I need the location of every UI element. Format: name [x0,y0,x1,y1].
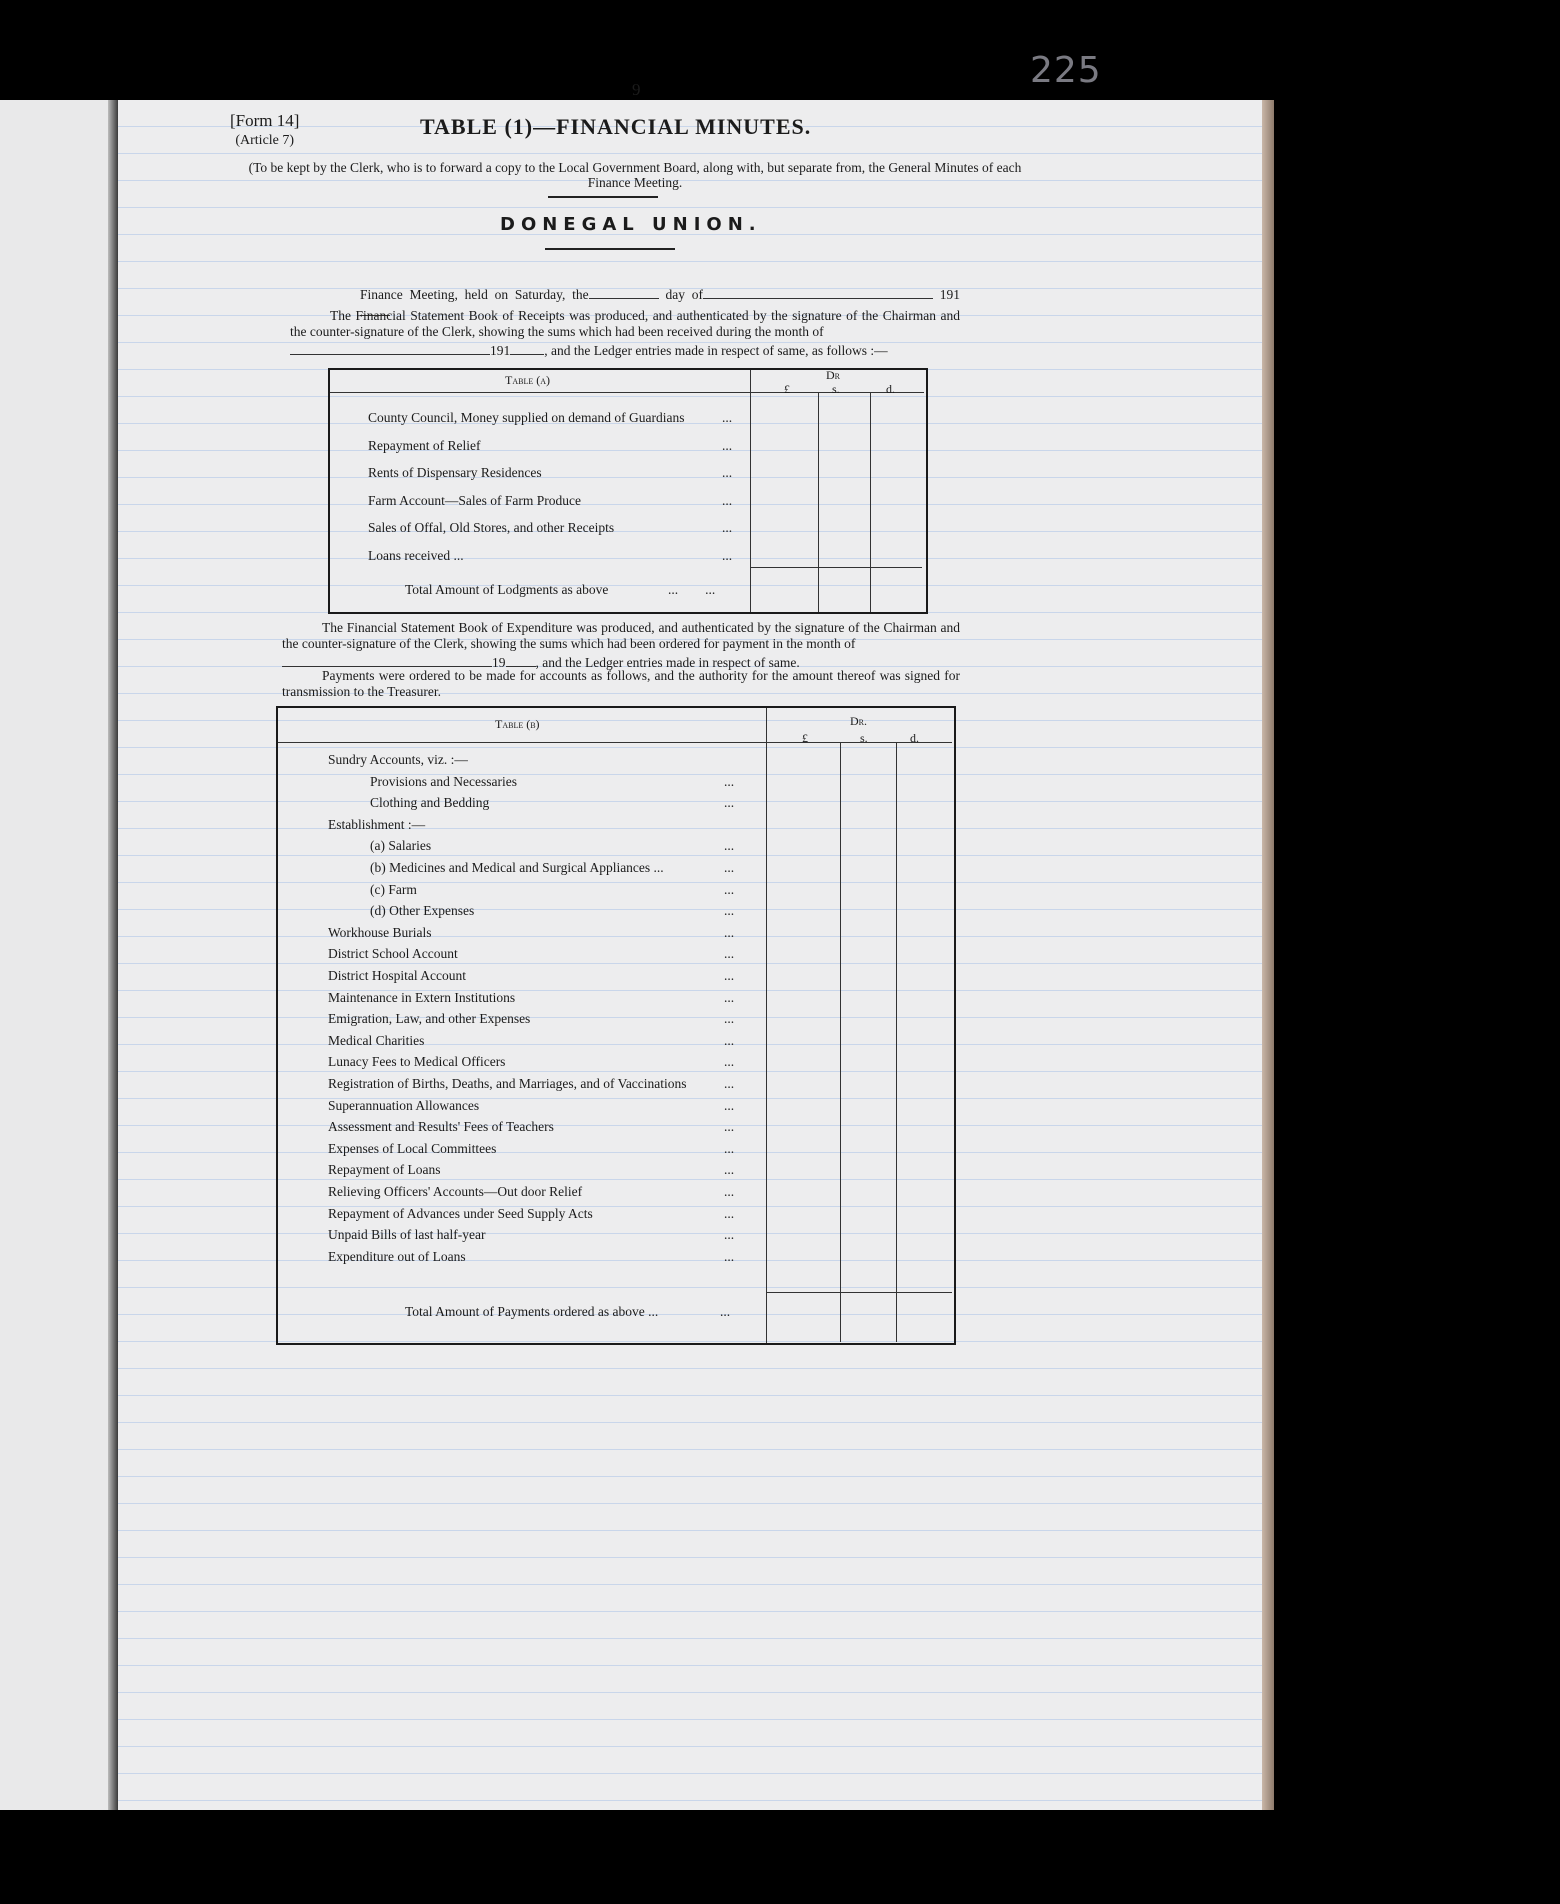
receipts-paragraph-end [290,342,960,359]
table-b-row-dots: ... [724,946,735,962]
table-b-col-line [840,742,841,1342]
table-b-row-dots: ... [724,1032,735,1048]
table-a-col-pence: d. [886,382,895,396]
page-number: 9 [632,80,641,99]
table-b-row-dots: ... [724,903,735,919]
table-b-row-dots: ... [724,1011,735,1027]
left-page-margin [0,100,112,1810]
expenditure-end-text: , and the Ledger entries made in respect of same. [535,655,800,670]
receipts-year: 191 [490,343,511,358]
table-b-col-pounds: £ [802,731,808,745]
table-b-col-shillings: s. [860,731,868,745]
table-b-row: Repayment of Advances under Seed Supply Acts [328,1205,593,1221]
table-a-total: Total Amount of Lodgments as above [405,582,609,597]
table-b-row-dots: ... [724,881,735,897]
table-b-row-dots: ... [724,795,735,811]
table-a-title: Table (a) [505,373,550,387]
table-a-row: Sales of Offal, Old Stores, and other Receipts [368,520,615,535]
table-a-divider [750,370,751,612]
table-a-row-dots: ... [722,547,733,563]
table-a [328,368,928,614]
table-b-total-dots: ... [720,1304,731,1319]
receipts-end-text: , and the Ledger entries made in respect of same, as follows :— [544,343,888,358]
divider [545,248,675,250]
form-label [230,112,299,150]
table-b-row: District School Account [328,946,458,962]
table-b-title: Table (b) [495,717,540,731]
table-a-row: Loans received ... [368,547,464,563]
table-b-row-dots: ... [724,1119,735,1135]
union-name: DONEGAL UNION. [500,214,762,235]
meeting-prefix: Finance Meeting, held on Saturday, the [360,287,589,302]
expenditure-month-blank[interactable] [282,654,492,667]
payments-paragraph: Payments were ordered to be made for accounts as follows, and the authority for the amount thereof was signed for transmission to the Treasurer. [282,668,960,699]
table-a-col-line [818,392,819,612]
table-a-row-dots: ... [722,492,733,508]
table-b-total: Total Amount of Payments ordered as above ... [405,1304,659,1319]
table-b-row: Lunacy Fees to Medical Officers [328,1054,506,1070]
table-a-col-line [870,392,871,612]
table-b-subrow: Clothing and Bedding [370,795,490,811]
table-a-col-shillings: s. [832,382,840,396]
table-b-header-rule [278,742,952,743]
table-b-row: Establishment :— [328,816,426,832]
receipts-year-blank[interactable] [510,342,544,355]
form-number: [Form 14] [230,111,300,130]
table-b-row-dots: ... [724,1205,735,1221]
table-b-total-rule [766,1292,952,1293]
table-a-row-dots: ... [722,437,733,453]
table-b-row: Superannuation Allowances [328,1097,480,1113]
table-b-subrow: (d) Other Expenses [370,903,475,919]
table-a-row: Farm Account—Sales of Farm Produce [368,492,581,508]
receipts-month-blank[interactable] [290,342,490,355]
table-b-row-dots: ... [724,989,735,1005]
expenditure-paragraph: The Financial Statement Book of Expenditure was produced, and authenticated by the signature of the Chairman and the counter-signature of the Clerk, showing the sums which had been ordered for payment in the month of [282,620,960,651]
table-b-row: Emigration, Law, and other Expenses [328,1011,531,1027]
table-b-row: Relieving Officers' Accounts—Out door Relief [328,1184,583,1199]
table-b-divider [766,708,767,1343]
receipts-paragraph: The Financial Statement Book of Receipts was produced, and authenticated by the signature of the Chairman and the counter-signature of the Clerk, showing the sums which had been received during the month of [290,308,960,339]
table-b-subrow: (b) Medicines and Medical and Surgical Appliances ... [370,860,664,875]
table-b-row: Unpaid Bills of last half-year [328,1227,486,1243]
table-b-subrow: Provisions and Necessaries [370,773,517,789]
table-b-col-line [896,742,897,1342]
table-a-dr: Dr [826,368,841,382]
month-blank[interactable] [703,286,933,299]
page-title: TABLE (1)—FINANCIAL MINUTES. [420,114,812,139]
table-b-row-dots: ... [724,1227,735,1243]
instructions-note: (To be kept by the Clerk, who is to forward a copy to the Local Government Board, along with, but separate from, the General Minutes of each Finance Meeting. [248,160,1022,190]
table-b-row: District Hospital Account [328,968,466,983]
table-b-row: Expenditure out of Loans [328,1248,466,1264]
expenditure-year: 19 [492,655,506,670]
table-b-col-pence: d. [910,731,919,745]
table-b-row: Assessment and Results' Fees of Teachers [328,1119,554,1135]
meeting-year: 191 [939,287,961,302]
table-a-col-pounds: £ [784,382,790,396]
table-b-subrow: (a) Salaries [370,838,432,854]
table-b-row: Sundry Accounts, viz. :— [328,752,468,767]
table-b-row: Workhouse Burials [328,924,432,940]
table-a-row-dots: ... [722,520,733,535]
table-b-row-dots: ... [724,838,735,854]
form-article: (Article 7) [235,133,295,148]
table-b-row-dots: ... [724,1140,735,1156]
table-b-row: Expenses of Local Committees [328,1140,497,1156]
table-b-row: Medical Charities [328,1032,425,1048]
divider [548,196,658,198]
table-b-row-dots: ... [724,773,735,789]
table-a-row: Rents of Dispensary Residences [368,465,542,480]
table-b-row-dots: ... [724,1076,735,1091]
meeting-day-of: day of [665,287,703,302]
day-blank[interactable] [589,286,659,299]
table-a-row-dots: ... [722,410,733,425]
table-b-row-dots: ... [724,924,735,940]
table-b-row-dots: ... [724,1248,735,1264]
table-a-row-dots: ... [722,465,733,480]
table-a-row: County Council, Money supplied on demand of Guardians [368,410,685,425]
table-b-row: Registration of Births, Deaths, and Marriages, and of Vaccinations [328,1076,687,1091]
table-a-row: Repayment of Relief [368,437,481,453]
stamp-number: 225 [1030,50,1102,91]
table-b-row: Repayment of Loans [328,1162,441,1178]
table-b-row-dots: ... [724,860,735,875]
table-b-row-dots: ... [724,1184,735,1199]
table-b-dr: Dr. [850,714,868,728]
table-b-row-dots: ... [724,968,735,983]
table-a-total-rule [750,567,922,568]
table-a-total-dots: ... ... [668,582,716,597]
page-edge [1262,100,1274,1810]
table-b-row-dots: ... [724,1162,735,1178]
table-b-row-dots: ... [724,1054,735,1070]
table-b-row: Maintenance in Extern Institutions [328,989,516,1005]
expenditure-year-blank[interactable] [506,654,536,667]
table-b-row-dots: ... [724,1097,735,1113]
table-b-subrow: (c) Farm [370,881,417,897]
